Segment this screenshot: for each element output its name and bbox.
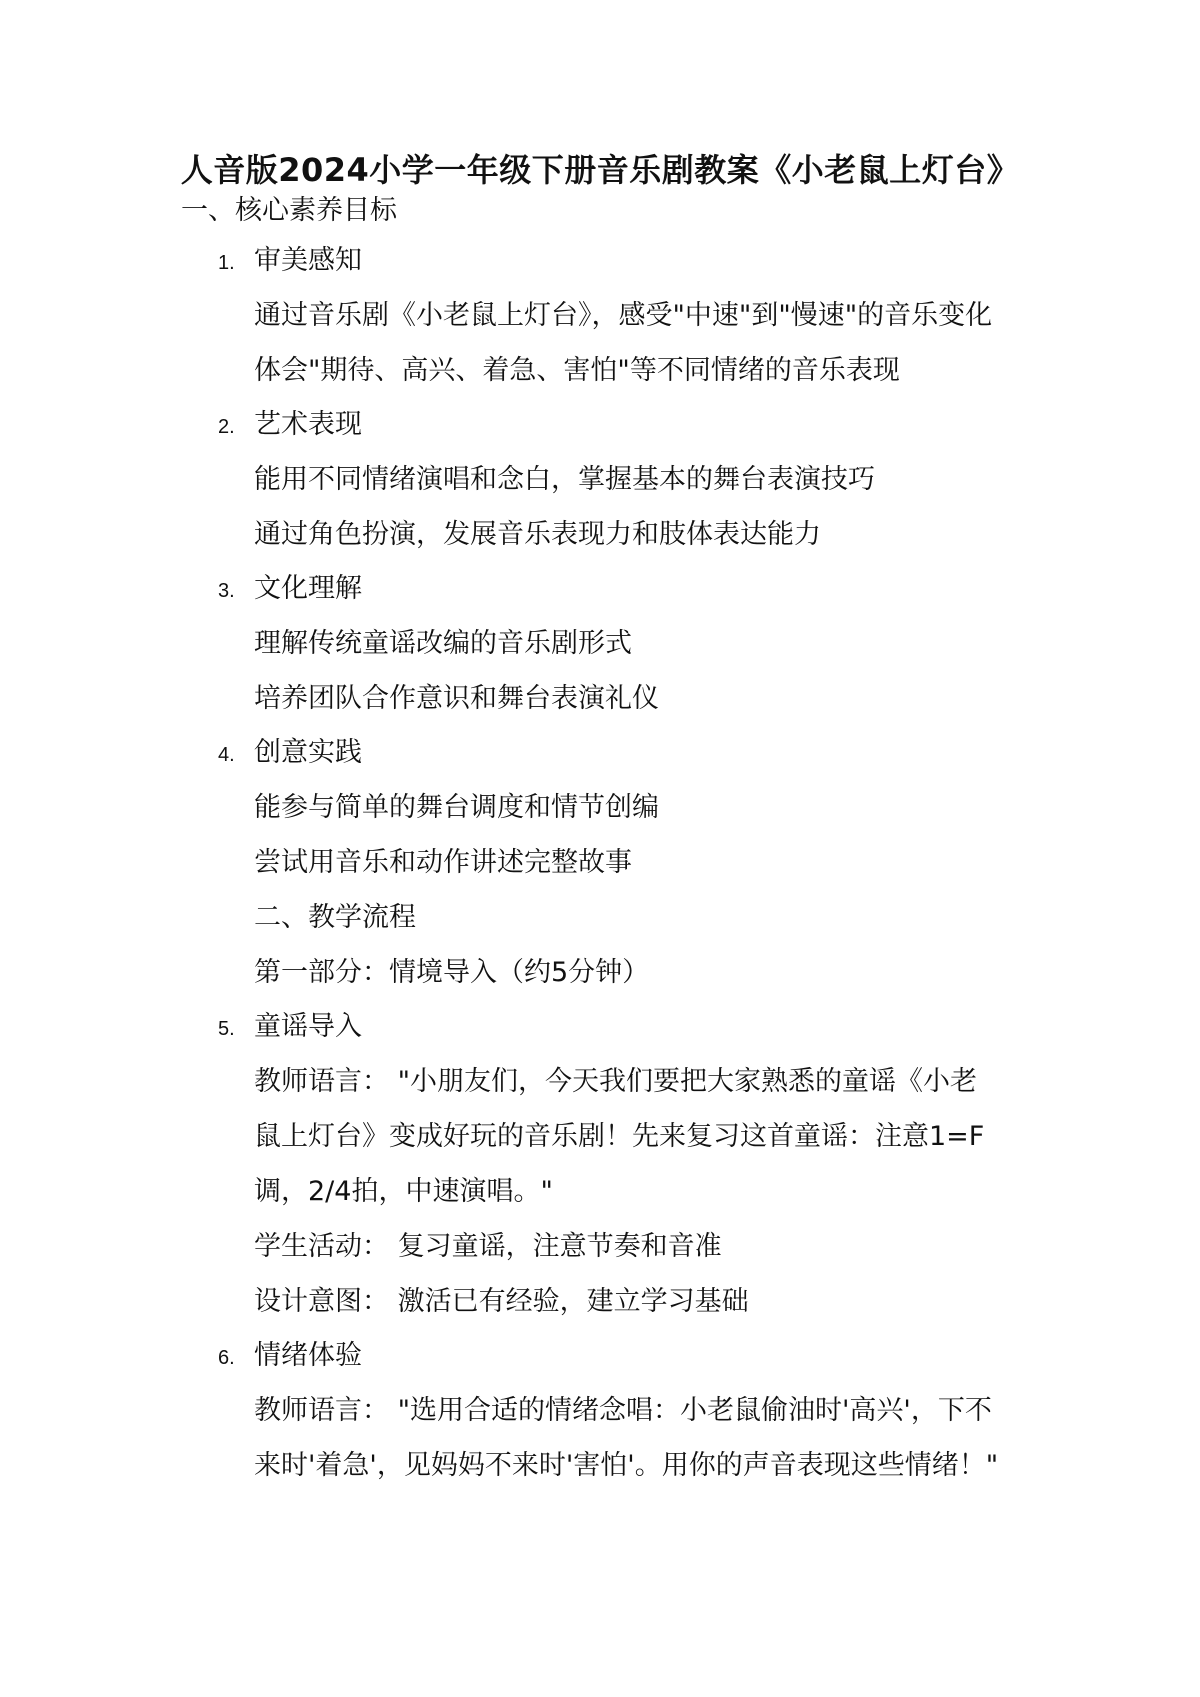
- list-heading: 情绪体验: [254, 1340, 362, 1371]
- list-body-line: 学生活动： 复习童谣，注意节奏和音准: [254, 1231, 722, 1262]
- list-body-line: 来时'着急'，见妈妈不来时'害怕'。用你的声音表现这些情绪！": [254, 1450, 999, 1481]
- list-heading: 艺术表现: [254, 409, 362, 440]
- list-body-line: 通过音乐剧《小老鼠上灯台》，感受"中速"到"慢速"的音乐变化: [254, 300, 993, 331]
- list-body-line: 通过角色扮演，发展音乐表现力和肢体表达能力: [254, 519, 821, 550]
- list-number: 2.: [218, 416, 235, 438]
- section-heading-core-goals: 一、核心素养目标: [181, 195, 397, 226]
- list-body-line: 设计意图： 激活已有经验，建立学习基础: [254, 1286, 749, 1317]
- section-heading-teaching-flow: 二、教学流程: [254, 902, 416, 933]
- list-number: 1.: [218, 252, 235, 274]
- list-body-line: 培养团队合作意识和舞台表演礼仪: [254, 683, 659, 714]
- list-number: 4.: [218, 744, 235, 766]
- list-body-line: 能用不同情绪演唱和念白，掌握基本的舞台表演技巧: [254, 464, 875, 495]
- list-number: 3.: [218, 580, 235, 602]
- list-number: 6.: [218, 1347, 235, 1369]
- list-body-line: 调，2/4拍，中速演唱。": [254, 1176, 553, 1207]
- list-body-line: 能参与简单的舞台调度和情节创编: [254, 792, 659, 823]
- list-heading: 童谣导入: [254, 1011, 362, 1042]
- list-body-line: 尝试用音乐和动作讲述完整故事: [254, 847, 632, 878]
- list-body-line: 教师语言： "小朋友们，今天我们要把大家熟悉的童谣《小老: [254, 1066, 978, 1097]
- list-number: 5.: [218, 1018, 235, 1040]
- document-title: 人音版2024小学一年级下册音乐剧教案《小老鼠上灯台》: [180, 151, 1020, 189]
- list-heading: 创意实践: [254, 737, 362, 768]
- list-body-line: 教师语言： "选用合适的情绪念唱：小老鼠偷油时'高兴'，下不: [254, 1395, 992, 1426]
- list-body-line: 体会"期待、高兴、着急、害怕"等不同情绪的音乐表现: [254, 355, 900, 386]
- list-body-line: 鼠上灯台》变成好玩的音乐剧！先来复习这首童谣：注意1=F: [254, 1121, 985, 1152]
- list-body-line: 理解传统童谣改编的音乐剧形式: [254, 628, 632, 659]
- list-heading: 审美感知: [254, 245, 362, 276]
- part-heading: 第一部分：情境导入（约5分钟）: [254, 957, 650, 988]
- list-heading: 文化理解: [254, 573, 362, 604]
